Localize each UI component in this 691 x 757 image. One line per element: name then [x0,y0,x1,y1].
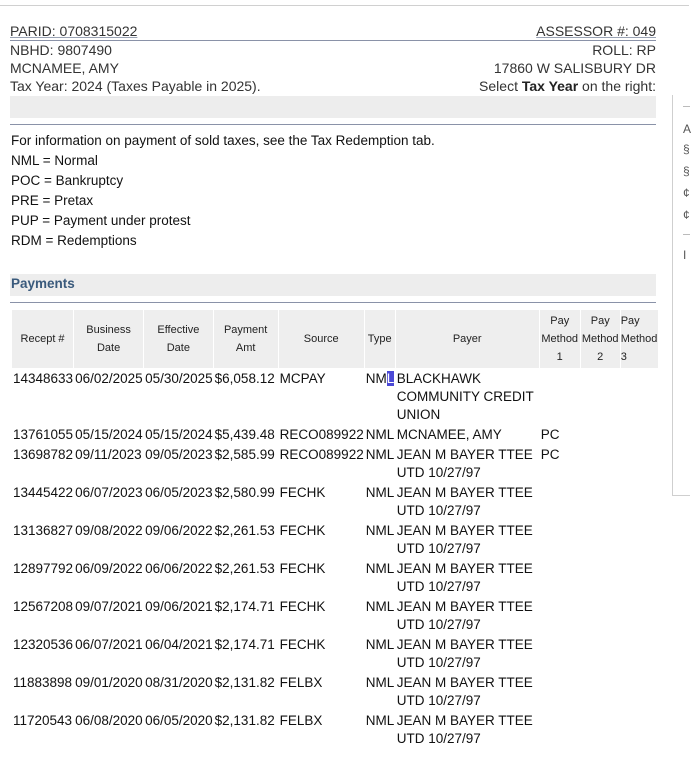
table-header-row [12,310,658,368]
cell-type: NML [365,713,395,728]
cell-pay-method-1: PC [540,447,560,462]
panel-glyph: § [683,142,690,156]
right-side-panel [672,95,690,496]
table-row [12,446,658,484]
cell-receipt: 13136827 [13,523,74,538]
cell-type: NML [365,523,395,538]
cell-type: NML [365,447,395,462]
panel-glyph: ¢ [683,208,690,222]
cell-pay-method-3 [621,446,658,484]
text-selection-highlight: L [386,371,395,386]
cell-receipt: 14348633 [13,371,74,386]
cell-type: NML [365,485,395,500]
cell-type: NML [365,561,395,576]
cell-amount: $2,131.82 [214,713,275,728]
cell-source: RECO089922 [279,427,364,442]
cell-pay-method-3 [621,636,658,674]
cell-pay-method-1 [540,674,580,712]
cell-payer: JEAN M BAYER TTEE UTD 10/27/97 [396,637,533,670]
cell-pay-method-3 [621,712,658,750]
cell-payer: JEAN M BAYER TTEE UTD 10/27/97 [396,713,533,746]
property-address: 17860 W SALISBURY DR [493,60,656,76]
cell-pay-method-1 [540,636,580,674]
col-payer[interactable]: Payer [396,310,539,368]
cell-payer: JEAN M BAYER TTEE UTD 10/27/97 [396,675,533,708]
col-payment-amt[interactable]: Payment Amt [214,310,278,368]
cell-pay-method-3 [621,426,658,446]
table-row [12,712,658,750]
cell-amount: $2,261.53 [214,523,275,538]
col-pay-method-3[interactable]: Pay Method 3 [621,310,658,368]
col-effective-date[interactable]: Effective Date [144,310,213,368]
cell-type: NML [365,675,395,690]
cell-receipt: 11720543 [13,713,73,728]
header-row-4 [10,77,656,95]
table-row [12,484,658,522]
cell-type: NML [365,637,395,652]
col-source[interactable]: Source [279,310,364,368]
cell-receipt: 11883898 [13,675,73,690]
cell-amount: $2,174.71 [214,637,275,652]
cell-pay-method-2 [581,712,620,750]
panel-glyph: I [683,248,687,262]
cell-pay-method-2 [581,426,620,446]
cell-business-date: 05/15/2024 [75,427,143,442]
cell-payer: JEAN M BAYER TTEE UTD 10/27/97 [396,561,533,594]
cell-pay-method-2 [581,674,620,712]
cell-pay-method-2 [581,636,620,674]
cell-business-date: 06/08/2020 [75,713,143,728]
owner-name: MCNAMEE, AMY [10,60,119,76]
cell-effective-date: 08/31/2020 [145,675,213,690]
cell-source: FELBX [279,713,323,728]
cell-business-date: 06/09/2022 [75,561,143,576]
cell-amount: $2,585.99 [214,447,275,462]
code-protest: PUP = Payment under protest [11,213,191,228]
cell-pay-method-2 [581,370,620,426]
code-pretax: PRE = Pretax [11,193,94,208]
cell-amount: $5,439.48 [214,427,275,442]
roll-label: ROLL: RP [592,42,656,58]
cell-pay-method-3 [621,370,658,426]
cell-payer: BLACKHAWK COMMUNITY CREDIT UNION [396,371,534,422]
cell-pay-method-1 [540,560,580,598]
code-normal: NML = Normal [11,153,98,168]
table-row [12,560,658,598]
select-tax-year-hint: Select Tax Year on the right: [479,78,656,94]
cell-pay-method-2 [581,598,620,636]
panel-divider [683,106,690,107]
sold-taxes-note: For information on payment of sold taxes, see the Tax Redemption tab. [11,133,435,148]
cell-receipt: 13698782 [13,447,74,462]
cell-receipt: 12567208 [13,599,74,614]
header-row-3 [10,59,656,77]
cell-effective-date: 09/05/2023 [145,447,213,462]
cell-effective-date: 06/04/2021 [145,637,213,652]
tax-year-label: Tax Year: 2024 (Taxes Payable in 2025). [10,78,261,94]
cell-business-date: 06/07/2021 [75,637,143,652]
cell-amount: $2,131.82 [214,675,275,690]
cell-receipt: 13761055 [13,427,74,442]
table-row [12,522,658,560]
cell-amount: $6,058.12 [214,371,275,386]
cell-effective-date: 05/30/2025 [145,371,213,386]
cell-pay-method-1: PC [540,427,560,442]
header-row-2 [10,41,656,59]
panel-glyph: § [683,164,690,178]
cell-pay-method-3 [621,674,658,712]
cell-pay-method-1 [540,484,580,522]
cell-source: FECHK [279,561,326,576]
cell-type: NML [365,599,395,614]
cell-effective-date: 06/05/2023 [145,485,213,500]
cell-pay-method-2 [581,560,620,598]
cell-pay-method-1 [540,598,580,636]
code-bankruptcy: POC = Bankruptcy [11,173,124,188]
cell-pay-method-1 [540,522,580,560]
cell-payer: JEAN M BAYER TTEE UTD 10/27/97 [396,485,533,518]
cell-pay-method-1 [540,712,580,750]
parid-label: PARID: 0708315022 [10,23,138,39]
cell-source: FECHK [279,523,326,538]
code-redemptions: RDM = Redemptions [11,233,137,248]
cell-effective-date: 09/06/2021 [145,599,213,614]
cell-receipt: 12897792 [13,561,74,576]
cell-effective-date: 06/06/2022 [145,561,213,576]
cell-payer: JEAN M BAYER TTEE UTD 10/27/97 [396,523,533,556]
table-row [12,674,658,712]
cell-pay-method-2 [581,484,620,522]
header-row-1 [10,22,656,40]
col-business-date[interactable]: Business Date [74,310,143,368]
cell-source: FELBX [279,675,323,690]
cell-type: NML [365,371,395,386]
col-pay-method-2[interactable]: Pay Method 2 [581,310,620,368]
cell-amount: $2,261.53 [214,561,275,576]
cell-business-date: 09/07/2021 [75,599,143,614]
cell-effective-date: 09/06/2022 [145,523,213,538]
col-pay-method-1[interactable]: Pay Method 1 [540,310,580,368]
assessor-label: ASSESSOR #: 049 [536,23,656,39]
cell-pay-method-3 [621,598,658,636]
cell-receipt: 13445422 [13,485,74,500]
cell-pay-method-3 [621,560,658,598]
cell-source: FECHK [279,637,326,652]
cell-receipt: 12320536 [13,637,74,652]
top-border [0,5,689,6]
nbhd-label: NBHD: 9807490 [10,42,112,58]
cell-effective-date: 05/15/2024 [145,427,213,442]
cell-business-date: 06/02/2025 [75,371,143,386]
cell-effective-date: 06/05/2020 [145,713,213,728]
cell-business-date: 09/01/2020 [75,675,143,690]
panel-glyph: ¢ [683,186,690,200]
header-gray-bar [10,96,656,118]
cell-payer: JEAN M BAYER TTEE UTD 10/27/97 [396,447,533,480]
table-row [12,636,658,674]
table-row [12,370,658,426]
cell-amount: $2,580.99 [214,485,275,500]
cell-type: NML [365,427,395,442]
cell-business-date: 09/11/2023 [75,447,142,462]
panel-glyph: A [683,122,691,136]
cell-pay-method-2 [581,522,620,560]
panel-divider [683,234,690,235]
section-divider [10,124,656,125]
cell-source: MCPAY [279,371,326,386]
cell-pay-method-3 [621,522,658,560]
cell-source: RECO089922 [279,447,364,462]
payments-section-title: Payments [10,274,656,296]
payments-divider [10,302,656,303]
cell-source: FECHK [279,485,326,500]
cell-pay-method-1 [540,370,580,426]
col-receipt[interactable]: Recept # [12,310,73,368]
col-type[interactable]: Type [365,310,395,368]
cell-payer: JEAN M BAYER TTEE UTD 10/27/97 [396,599,533,632]
cell-source: FECHK [279,599,326,614]
cell-pay-method-3 [621,484,658,522]
payments-table [11,310,659,750]
table-row [12,426,658,446]
cell-business-date: 09/08/2022 [75,523,143,538]
cell-business-date: 06/07/2023 [75,485,143,500]
cell-payer: MCNAMEE, AMY [396,427,502,442]
cell-pay-method-2 [581,446,620,484]
cell-amount: $2,174.71 [214,599,275,614]
table-row [12,598,658,636]
